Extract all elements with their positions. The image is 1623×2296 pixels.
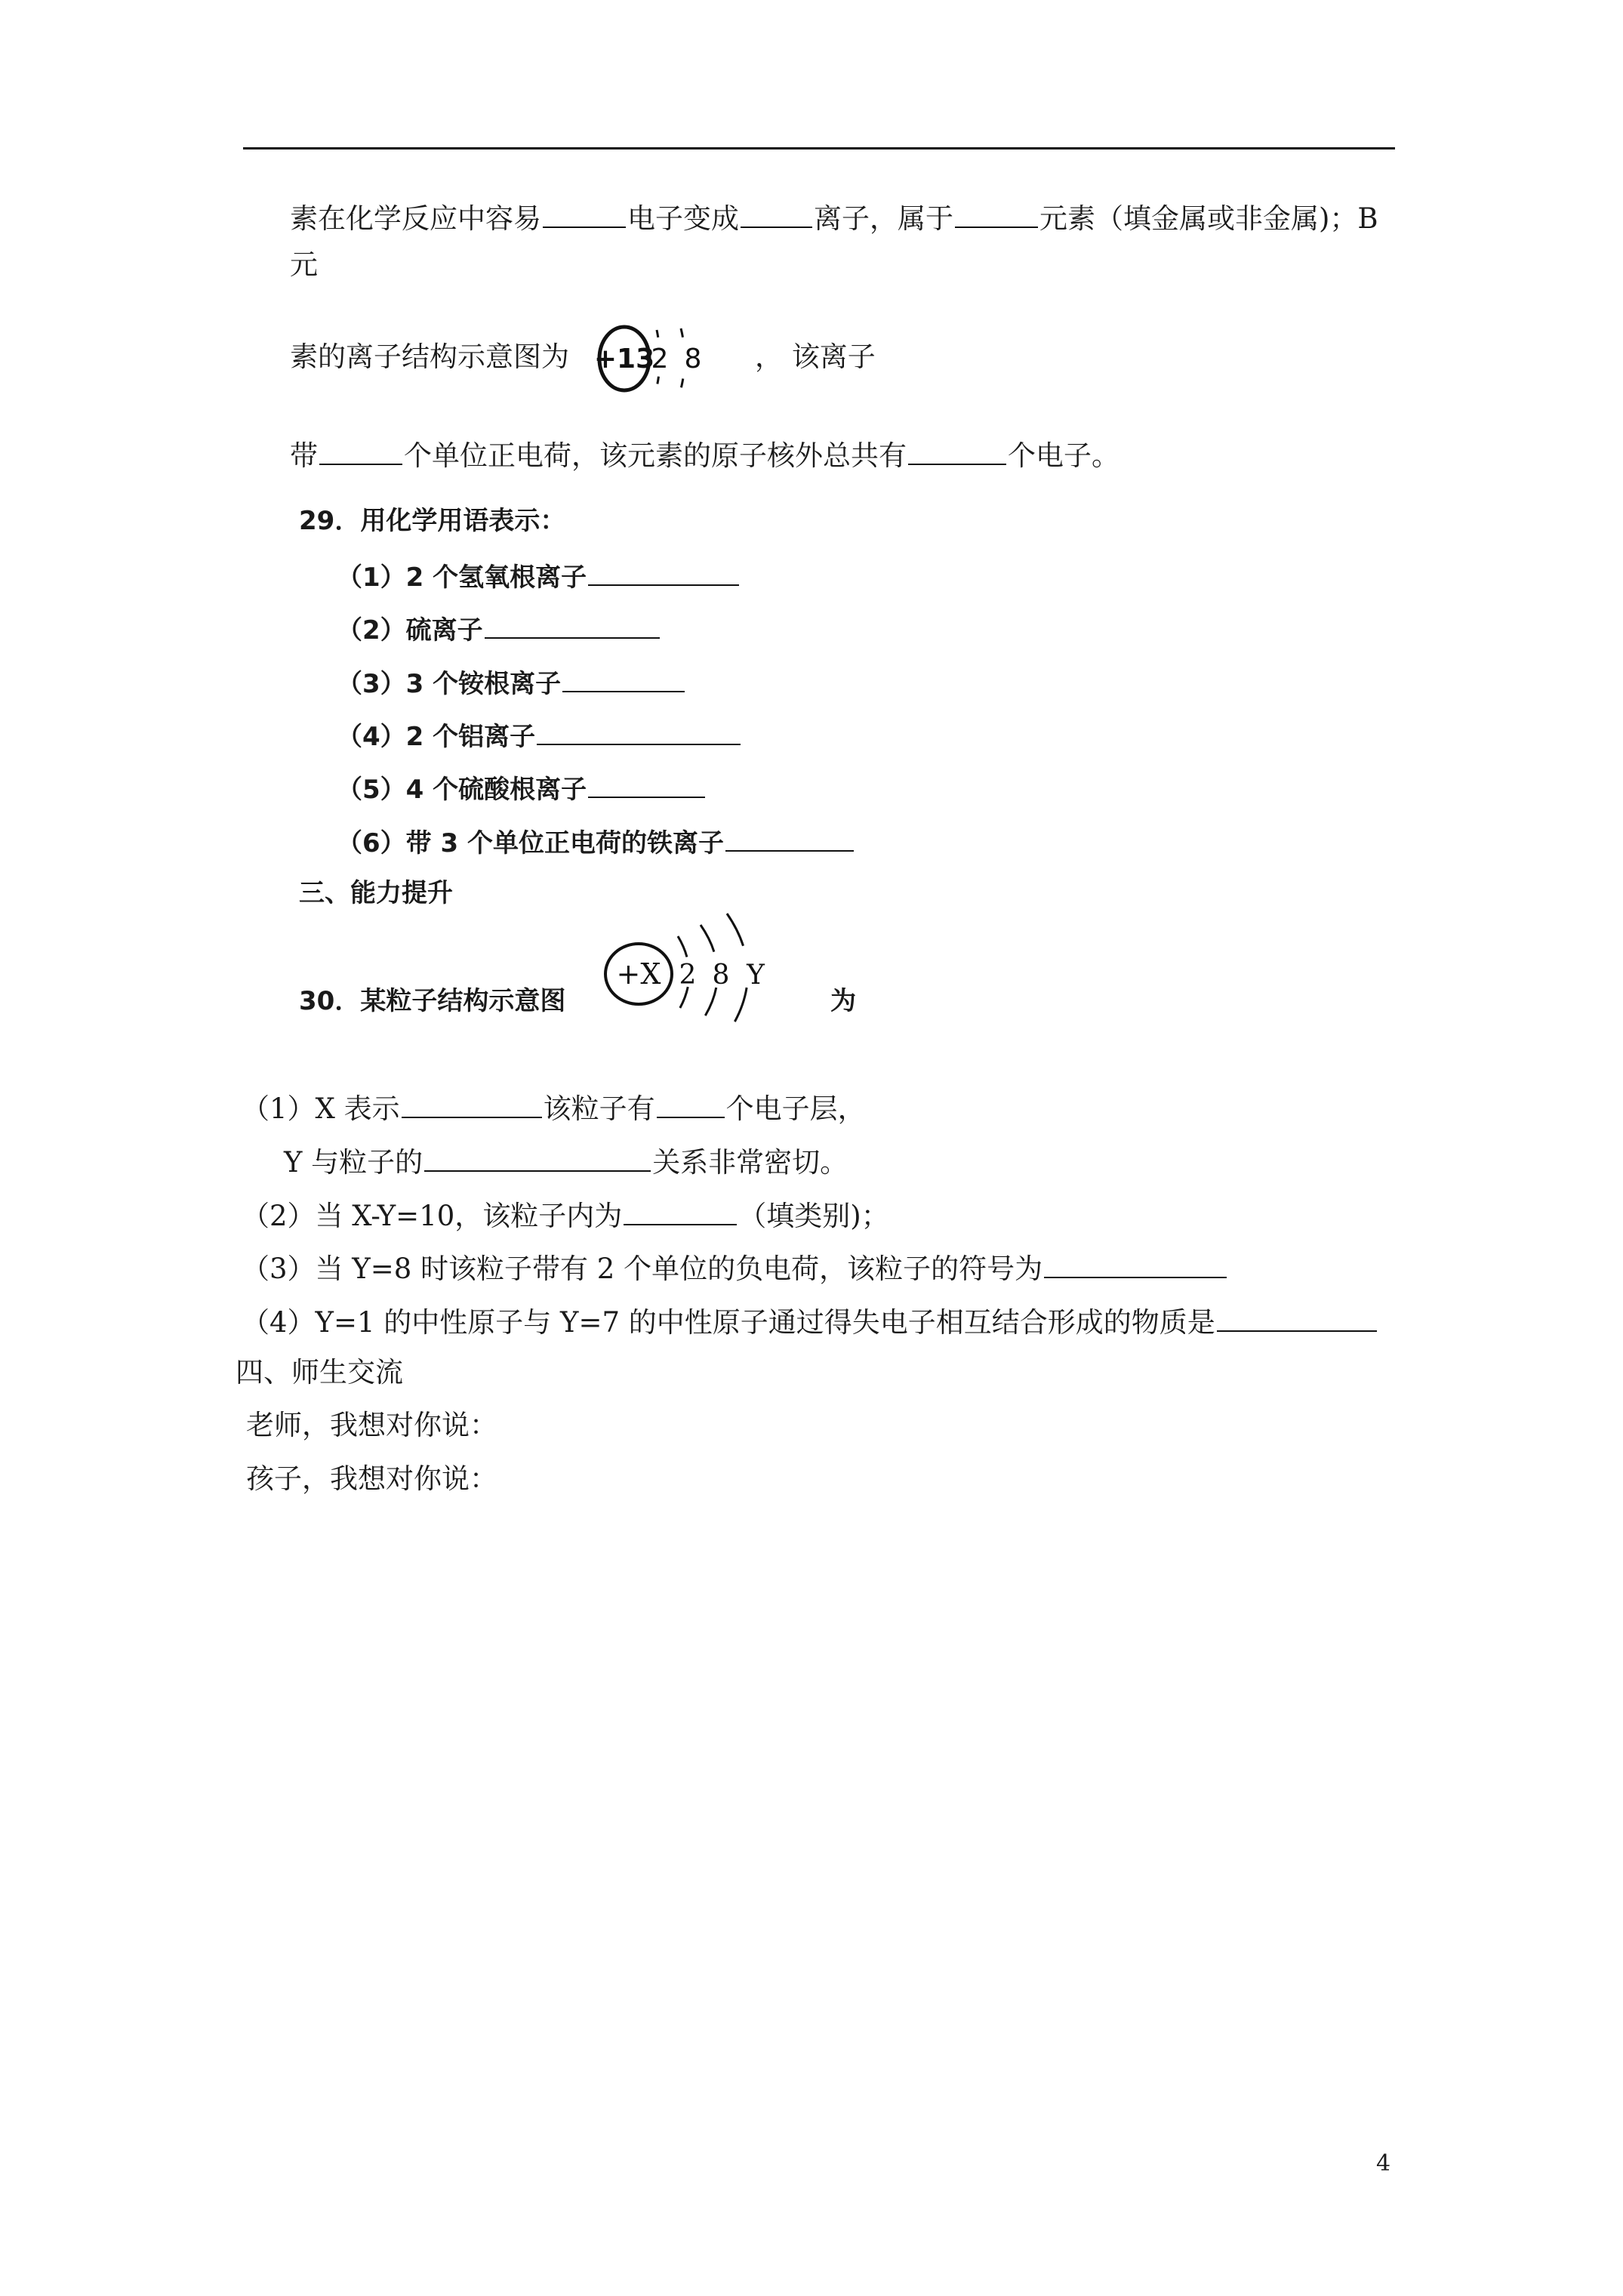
q29-item-4 [337,717,742,754]
particle-shell-2-label: 8 [712,960,730,991]
blank-charge-count[interactable] [319,436,402,465]
q29-item-6-text: （6）带 3 个单位正电荷的铁离子 [337,828,724,858]
particle-shell-3-label: Y [747,960,765,991]
ion-nucleus-label: +13 [596,344,655,374]
q29-item-3-text: （3）3 个铵根离子 [337,669,562,699]
para1-text-2: 电子变成 [627,202,739,235]
q30-blank-symbol[interactable] [1044,1250,1227,1278]
q29-item-4-text: （4）2 个铝离子 [337,722,536,752]
q29-blank-3[interactable] [562,664,685,692]
q29-blank-5[interactable] [588,769,705,798]
q29-item-5 [337,769,707,806]
para1-line2: 元 [290,248,318,281]
section3-title: 三、能力提升 [299,878,453,908]
q30-blank-relation[interactable] [424,1143,651,1172]
para1-text-3: 离子，属于 [814,202,953,235]
q30-sub3-text-1: （3）当 Y=8 时该粒子带有 2 个单位的负电荷，该粒子的符号为 [242,1253,1043,1285]
para3-text-1: 带 [290,439,318,472]
q30-sub1b-text-2: 关系非常密切。 [652,1146,848,1179]
q30-sub3 [242,1250,1228,1286]
para3-text-3: 个电子。 [1008,439,1119,472]
ion-shell-1-label: 2 [651,344,669,374]
q30-sub1b-text-1: Y 与粒子的 [284,1146,423,1179]
particle-shell-1-label: 2 [679,960,697,991]
q29-item-5-text: （5）4 个硫酸根离子 [337,775,587,805]
q29-item-6 [337,823,855,860]
page-number: 4 [1376,2150,1391,2177]
q30-suffix: 为 [830,986,856,1016]
blank-ion-type[interactable] [741,199,812,228]
ion-shell-2-label: 8 [684,344,702,374]
blank-element-type[interactable] [955,199,1038,228]
para1-line [290,199,1378,236]
ion-structure-diagram [596,321,710,399]
para1-text-4: 元素（填金属或非金属)；B [1039,202,1378,235]
q30-sub2-text-1: （2）当 X-Y=10，该粒子内为 [242,1200,623,1232]
para2-text-2: ， 该离子 [755,341,876,373]
para1-text-1: 素在化学反应中容易 [290,202,541,235]
q30-title: 30．某粒子结构示意图 [299,986,566,1016]
para3-text-2: 个单位正电荷，该元素的原子核外总共有 [404,439,907,472]
q30-sub1 [242,1089,866,1126]
q29-title: 29．用化学用语表示： [299,506,566,536]
q29-blank-1[interactable] [588,557,739,586]
section4-student-line: 孩子，我想对你说： [246,1462,497,1495]
q30-blank-layers[interactable] [657,1089,725,1118]
q29-item-3 [337,664,686,701]
q29-item-1 [337,557,741,594]
q30-sub1-text-1: （1）X 表示 [242,1093,400,1125]
q30-blank-x-meaning[interactable] [402,1089,542,1118]
q30-sub2 [242,1197,889,1233]
q29-blank-2[interactable] [485,610,660,639]
q30-blank-category[interactable] [624,1197,737,1225]
q30-blank-substance[interactable] [1217,1303,1377,1332]
q29-item-2-text: （2）硫离子 [337,615,483,646]
q30-sub4-text-1: （4）Y=1 的中性原子与 Y=7 的中性原子通过得失电子相互结合形成的物质是 [242,1306,1215,1339]
section4-title: 四、师生交流 [236,1356,403,1388]
q30-sub1-text-3: 个电子层， [725,1093,866,1125]
q30-sub2-text-2: （填类别)； [738,1200,889,1232]
header-rule [243,147,1395,149]
q29-blank-4[interactable] [537,717,741,745]
particle-nucleus-label: +X [616,957,661,991]
particle-structure-diagram [602,906,799,1045]
blank-gain-lose[interactable] [543,199,626,228]
para3-line [290,436,1119,473]
q30-sub1-text-2: 该粒子有 [543,1093,655,1125]
blank-electron-count[interactable] [908,436,1006,465]
q29-item-1-text: （1）2 个氢氧根离子 [337,562,587,593]
q29-blank-6[interactable] [725,823,854,852]
para2-text-1: 素的离子结构示意图为 [290,341,569,373]
section4-teacher-line: 老师，我想对你说： [246,1409,497,1441]
q29-item-2 [337,610,661,647]
q30-sub4 [242,1303,1378,1339]
q30-sub1b [284,1143,848,1179]
